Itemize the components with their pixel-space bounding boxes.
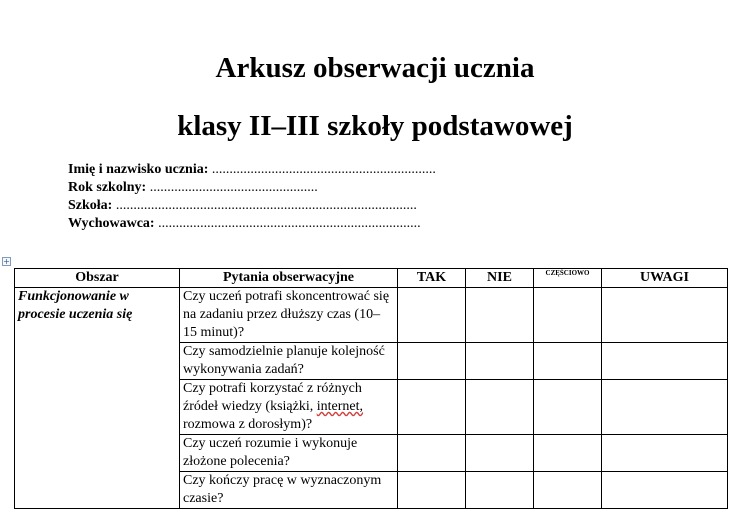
student-name-dots: ................................................................: [208, 162, 436, 177]
question-cell[interactable]: Czy uczeń rozumie i wykonuje złożone polecenia?: [180, 435, 398, 472]
document-subtitle: klasy II–III szkoły podstawowej: [177, 110, 573, 142]
notes-cell[interactable]: [602, 435, 728, 472]
header-area: Obszar: [15, 269, 180, 288]
header-partially: CZĘŚCIOWO: [534, 269, 602, 288]
no-cell[interactable]: [466, 288, 534, 343]
partially-cell[interactable]: [534, 472, 602, 509]
question-cell[interactable]: Czy samodzielnie planuje kolejność wykonywania zadań?: [180, 343, 398, 380]
homeroom-teacher-label: Wychowawca:: [68, 216, 155, 231]
student-name-label: Imię i nazwisko ucznia:: [68, 162, 209, 177]
partially-cell[interactable]: [534, 380, 602, 435]
school-year-label: Rok szkolny:: [68, 180, 147, 195]
partially-cell[interactable]: [534, 435, 602, 472]
notes-cell[interactable]: [602, 472, 728, 509]
header-notes: UWAGI: [602, 269, 728, 288]
school-field[interactable]: [68, 197, 454, 215]
homeroom-teacher-dots: ...........................................................................: [154, 216, 421, 231]
yes-cell[interactable]: [398, 288, 466, 343]
document-title: Arkusz obserwacji ucznia: [215, 52, 535, 84]
yes-cell[interactable]: [398, 380, 466, 435]
yes-cell[interactable]: [398, 472, 466, 509]
table-row: [15, 288, 728, 343]
yes-cell[interactable]: [398, 435, 466, 472]
school-dots: ......................................................................................: [112, 198, 417, 213]
homeroom-teacher-field[interactable]: [68, 215, 460, 233]
area-cell[interactable]: Funkcjonowanie w procesie uczenia się: [15, 288, 180, 509]
table-move-handle-icon[interactable]: +: [3, 257, 10, 266]
notes-cell[interactable]: [602, 343, 728, 380]
header-no: NIE: [466, 269, 534, 288]
question-cell[interactable]: [180, 380, 398, 435]
notes-cell[interactable]: [602, 380, 728, 435]
header-questions: Pytania obserwacyjne: [180, 269, 398, 288]
table-header-row: [15, 269, 728, 288]
school-year-dots: ................................................: [146, 180, 318, 195]
question-cell[interactable]: Czy kończy pracę w wyznaczonym czasie?: [180, 472, 398, 509]
partially-cell[interactable]: [534, 288, 602, 343]
school-label: Szkoła:: [68, 198, 113, 213]
header-yes: TAK: [398, 269, 466, 288]
no-cell[interactable]: [466, 472, 534, 509]
spellcheck-underlined-word: internet,: [316, 399, 363, 414]
question-text: Czy potrafi korzystać z różnych źródeł wiedzy (książki,: [183, 381, 362, 414]
no-cell[interactable]: [466, 380, 534, 435]
yes-cell[interactable]: [398, 343, 466, 380]
question-cell[interactable]: Czy uczeń potrafi skoncentrować się na zadaniu przez dłuższy czas (10–15 minut)?: [180, 288, 398, 343]
no-cell[interactable]: [466, 435, 534, 472]
notes-cell[interactable]: [602, 288, 728, 343]
no-cell[interactable]: [466, 343, 534, 380]
school-year-field[interactable]: [68, 179, 358, 197]
question-text: rozmowa z dorosłym)?: [183, 417, 313, 432]
partially-cell[interactable]: [534, 343, 602, 380]
observation-table: [14, 268, 728, 509]
student-name-field[interactable]: [68, 161, 488, 179]
